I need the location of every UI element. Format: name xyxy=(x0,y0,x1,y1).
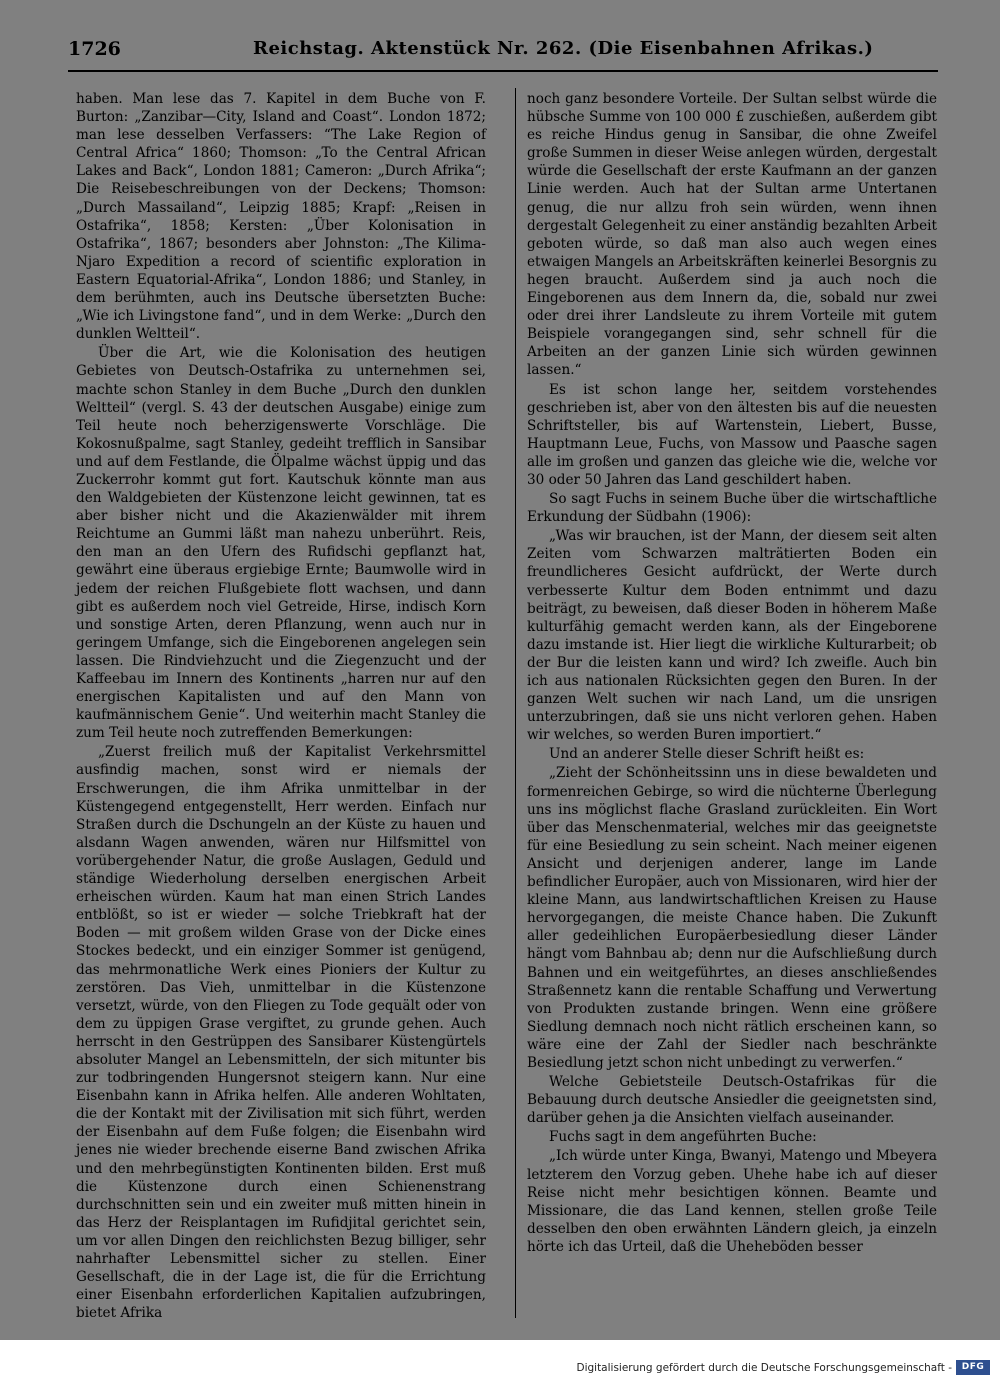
column-divider xyxy=(515,88,516,1318)
paragraph: noch ganz besondere Vorteile. Der Sultan selbst würde die hübsche Summe von 100 000 £ zuschießen, außerdem gibt es reiche Hindus genug in Sansibar, die ohne Zweifel große Summen in dieser Weise anlegen würden, dergestalt würde die Gesellschaft der erste Kaufmann an der ganzen Linie werden. Auch hat der Sultan arme Untertanen genug, die nur allzu froh sein würden, wenn ihnen dergestalt Gelegenheit zu einer anständig bezahlten Arbeit geboten würde, so daß man also auch wegen eines etwaigen Mangels an Arbeitskräften keinerlei Besorgnis zu hegen braucht. Außerdem sind ja auch noch die Eingeborenen aus dem Innern da, die, sobald nur zwei oder drei ihrer Landsleute zu ihrem Vorteile mit gutem Beispiele vorangegangen sind, sehr schnell für die Arbeiten an der ganzen Linie sich würden gewinnen lassen.“ xyxy=(527,91,937,379)
quote-paragraph: „Zuerst freilich muß der Kapitalist Verkehrsmittel ausfindig machen, sonst wird er niemals der Erschwerungen, die ihm Afrika unmittelbar in der Küstengegend entgegenstellt, Herr werden. Einfach nur Straßen durch die Dschungeln an der Küste zu hauen und alsdann Wagen anwenden, wären nur Hilfsmittel von vorübergehender Natur, die große Auslagen, Geduld und ständige Wiederholung derselben energischen Arbeit erheischen würden. Kaum hat man einen Strich Landes entblößt, so ist er wieder — solche Triebkraft hat der Boden — mit großem wilden Grase von der Dicke eines Stockes bedeckt, und ein einziger Sommer ist genügend, das mehrmonatliche Werk eines Pioniers der Kultur zu zerstören. Das Vieh, unmittelbar in die Küstenzone versetzt, würde, von den Fliegen zu Tode gequält oder von dem zu üppigen Grase vergiftet, zu grunde gehen. Auch herrscht in den Gestrüppen des Sansibarer Küstengürtels absoluter Mangel an Lebensmitteln, der sich mitunter bis zur todbringenden Hungersnot steigern kann. Nur eine Eisenbahn kann in Afrika helfen. Alle anderen Wohltaten, die der Kontakt mit der Zivilisation mit sich führt, werden der Eisenbahn auf dem Fuße folgen; die Eisenbahn wird jenes nie wieder brechende eiserne Band zwischen Afrika und den mehrbegünstigten Kontinenten bilden. Erst muß die Küstenzone durch einen Schienenstrang durchschnitten sein und ein zweiter muß mitten hinein in das Herz der Reisplantagen im Rufidjital gerichtet sein, um vor allen Dingen den reichlichsten Bezug billiger, sehr nahrhafter Lebensmittel sicher zu stellen. Einer Gesellschaft, die in der Lage ist, die für die Errichtung einer Eisenbahn erforderlichen Kapitalien aufzubringen, bietet Afrika xyxy=(76,744,486,1322)
page-number: 1726 xyxy=(68,38,121,60)
quote-paragraph: „Ich würde unter Kinga, Bwanyi, Matengo und Mbeyera letzterem den Vorzug geben. Uhehe habe ich auf dieser Reise nicht mehr besichtigen können. Beamte und Missionare, die das Land kennen, stellen große Teile desselben den oben erwähnten Ländern gleich, ja einzeln hörte ich das Urteil, daß die Uheheböden besser xyxy=(527,1148,937,1255)
paragraph: Welche Gebietsteile Deutsch-Ostafrikas für die Bebauung durch deutsche Ansiedler die geeignetsten sind, darüber gehen ja die Ansichten vielfach auseinander. xyxy=(527,1074,937,1127)
quote-paragraph: „Was wir brauchen, ist der Mann, der diesem seit alten Zeiten vom Schwarzen malträtierten Boden ein freundlicheres Gesicht aufdrückt, der Werte durch verbesserte Kultur dem Boden entnimmt und dazu beiträgt, zu beweisen, daß dieser Boden in höherem Maße kulturfähig gemacht werden kann, als der Eingeborene dazu imstande ist. Hier liegt die wirkliche Kulturarbeit; ob der Bur die leisten kann und wird? Ich zweifle. Auch bin ich aus nationalen Rücksichten gegen den Buren. In der ganzen Welt suchen wir nach Land, um die unsrigen unterzubringen, daß sie uns nicht verloren gehen. Haben wir welches, so werden Buren importiert.“ xyxy=(527,528,937,744)
quote-paragraph: „Zieht der Schönheitssinn uns in diese bewaldeten und formenreichen Gebirge, so wird die nüchterne Überlegung uns ins möglichst flache Grasland zurückleiten. Ein Wort über das Menschenmaterial, welches mir das geeignetste für eine Besiedlung zu sein scheint. Nach meiner eigenen Ansicht und derjenigen anderer, lange im Lande befindlicher Europäer, auch von Missionaren, wird hier der kleine Mann, aus landwirtschaftlichen Kreisen zu Hause hervorgegangen, die meiste Chance haben. Die Zukunft aller gedeihlichen Europäerbesiedlung dieser Länder hängt vom Bahnbau ab; denn nur die Aufschließung durch Bahnen und ein weitgeführtes, an dieses anschließendes Straßennetz kann die rentable Schaffung und Verwertung von Produkten zustande bringen. Wenn eine größere Siedlung demnach noch nicht rätlich erscheinen kann, so wäre eine der Zahl der Siedler nach beschränkte Besiedlung jetzt schon nicht unbedingt zu verwerfen.“ xyxy=(527,765,937,1071)
page-header xyxy=(68,38,938,72)
paragraph: Es ist schon lange her, seitdem vorstehendes geschrieben ist, aber von den ältesten bis auf die neuesten Schriftsteller, bis auf Wartenstein, Liebert, Busse, Hauptmann Leue, Fuchs, von Massow und Paasche sagen alle im großen und ganzen das gleiche wie die, welche vor 30 oder 50 Jahren das Land geschildert haben. xyxy=(527,381,937,488)
footer-bar xyxy=(0,1340,1000,1383)
funding-note: Digitalisierung gefördert durch die Deutsche Forschungsgemeinschaft - xyxy=(576,1362,952,1374)
paragraph: Und an anderer Stelle dieser Schrift heißt es: xyxy=(549,746,865,763)
running-title: Reichstag. Aktenstück Nr. 262. (Die Eisenbahnen Afrikas.) xyxy=(253,38,874,59)
header-rule xyxy=(68,70,938,72)
paragraph: Fuchs sagt in dem angeführten Buche: xyxy=(549,1129,817,1146)
paragraph: Über die Art, wie die Kolonisation des heutigen Gebietes von Deutsch-Ostafrika zu unternehmen sei, machte schon Stanley in dem Buche „Durch den dunklen Weltteil“ (vergl. S. 43 der deutschen Ausgabe) einige zum Teil heute noch beherzigenswerte Vorschläge. Die Kokosnußpalme, sagt Stanley, gedeiht trefflich in Sansibar und auf dem Festlande, die Ölpalme wächst üppig und das Zuckerrohr kommt gut fort. Kautschuk könnte man aus den Waldgebieten der Küstenzone leicht gewinnen, tat es aber bisher nicht und die Akazienwälder mit ihrem Reichtume an Gummi läßt man nahezu unberührt. Reis, den man an den Ufern des Rufidschi gepflanzt hat, gewährt eine überaus ergiebige Ernte; Baumwolle wird in jedem der reichen Flußgebiete flott wachsen, und dann gibt es außerdem noch viel Getreide, Hirse, indisch Korn und sonstige Arten, deren Pflanzung, wenn auch nur in geringem Umfange, sich die Eingeborenen angelegen sein lassen. Die Rindviehzucht und die Ziegenzucht und der Kaffeebau im Innern des Kontinents „harren nur auf den energischen Kapitalisten und auf den Mann von kaufmännischem Genie“. Und weiterhin macht Stanley die zum Teil heute noch zutreffenden Bemerkungen: xyxy=(76,345,486,742)
paragraph: haben. Man lese das 7. Kapitel in dem Buche von F. Burton: „Zanzibar—City, Island and Coast“. London 1872; man lese desselben Verfassers: “The Lake Region of Central Africa“ 1860; Thomson: „To the Central African Lakes and Back“, London 1881; Cameron: „Durch Afrika“; Die Reisebeschreibungen von der Deckens; Thomson: „Durch Massailand“, Leipzig 1885; Krapf: „Reisen in Ostafrika“, 1858; Kersten: „Über Kolonisation in Ostafrika“, 1867; besonders aber Johnston: „The Kilima-Njaro Expedition a record of scientific exploration in Eastern Equatorial-Afrika“, London 1886; und Stanley, in dem berühmten, auch ins Deutsche übersetzten Buche: „Wie ich Livingstone fand“, und in dem Werke: „Durch den dunklen Weltteil“. xyxy=(76,91,486,343)
left-column xyxy=(76,90,486,1323)
dfg-logo: DFG xyxy=(956,1360,990,1375)
right-column xyxy=(527,90,937,1257)
paragraph: So sagt Fuchs in seinem Buche über die wirtschaftliche Erkundung der Südbahn (1906): xyxy=(527,491,937,526)
